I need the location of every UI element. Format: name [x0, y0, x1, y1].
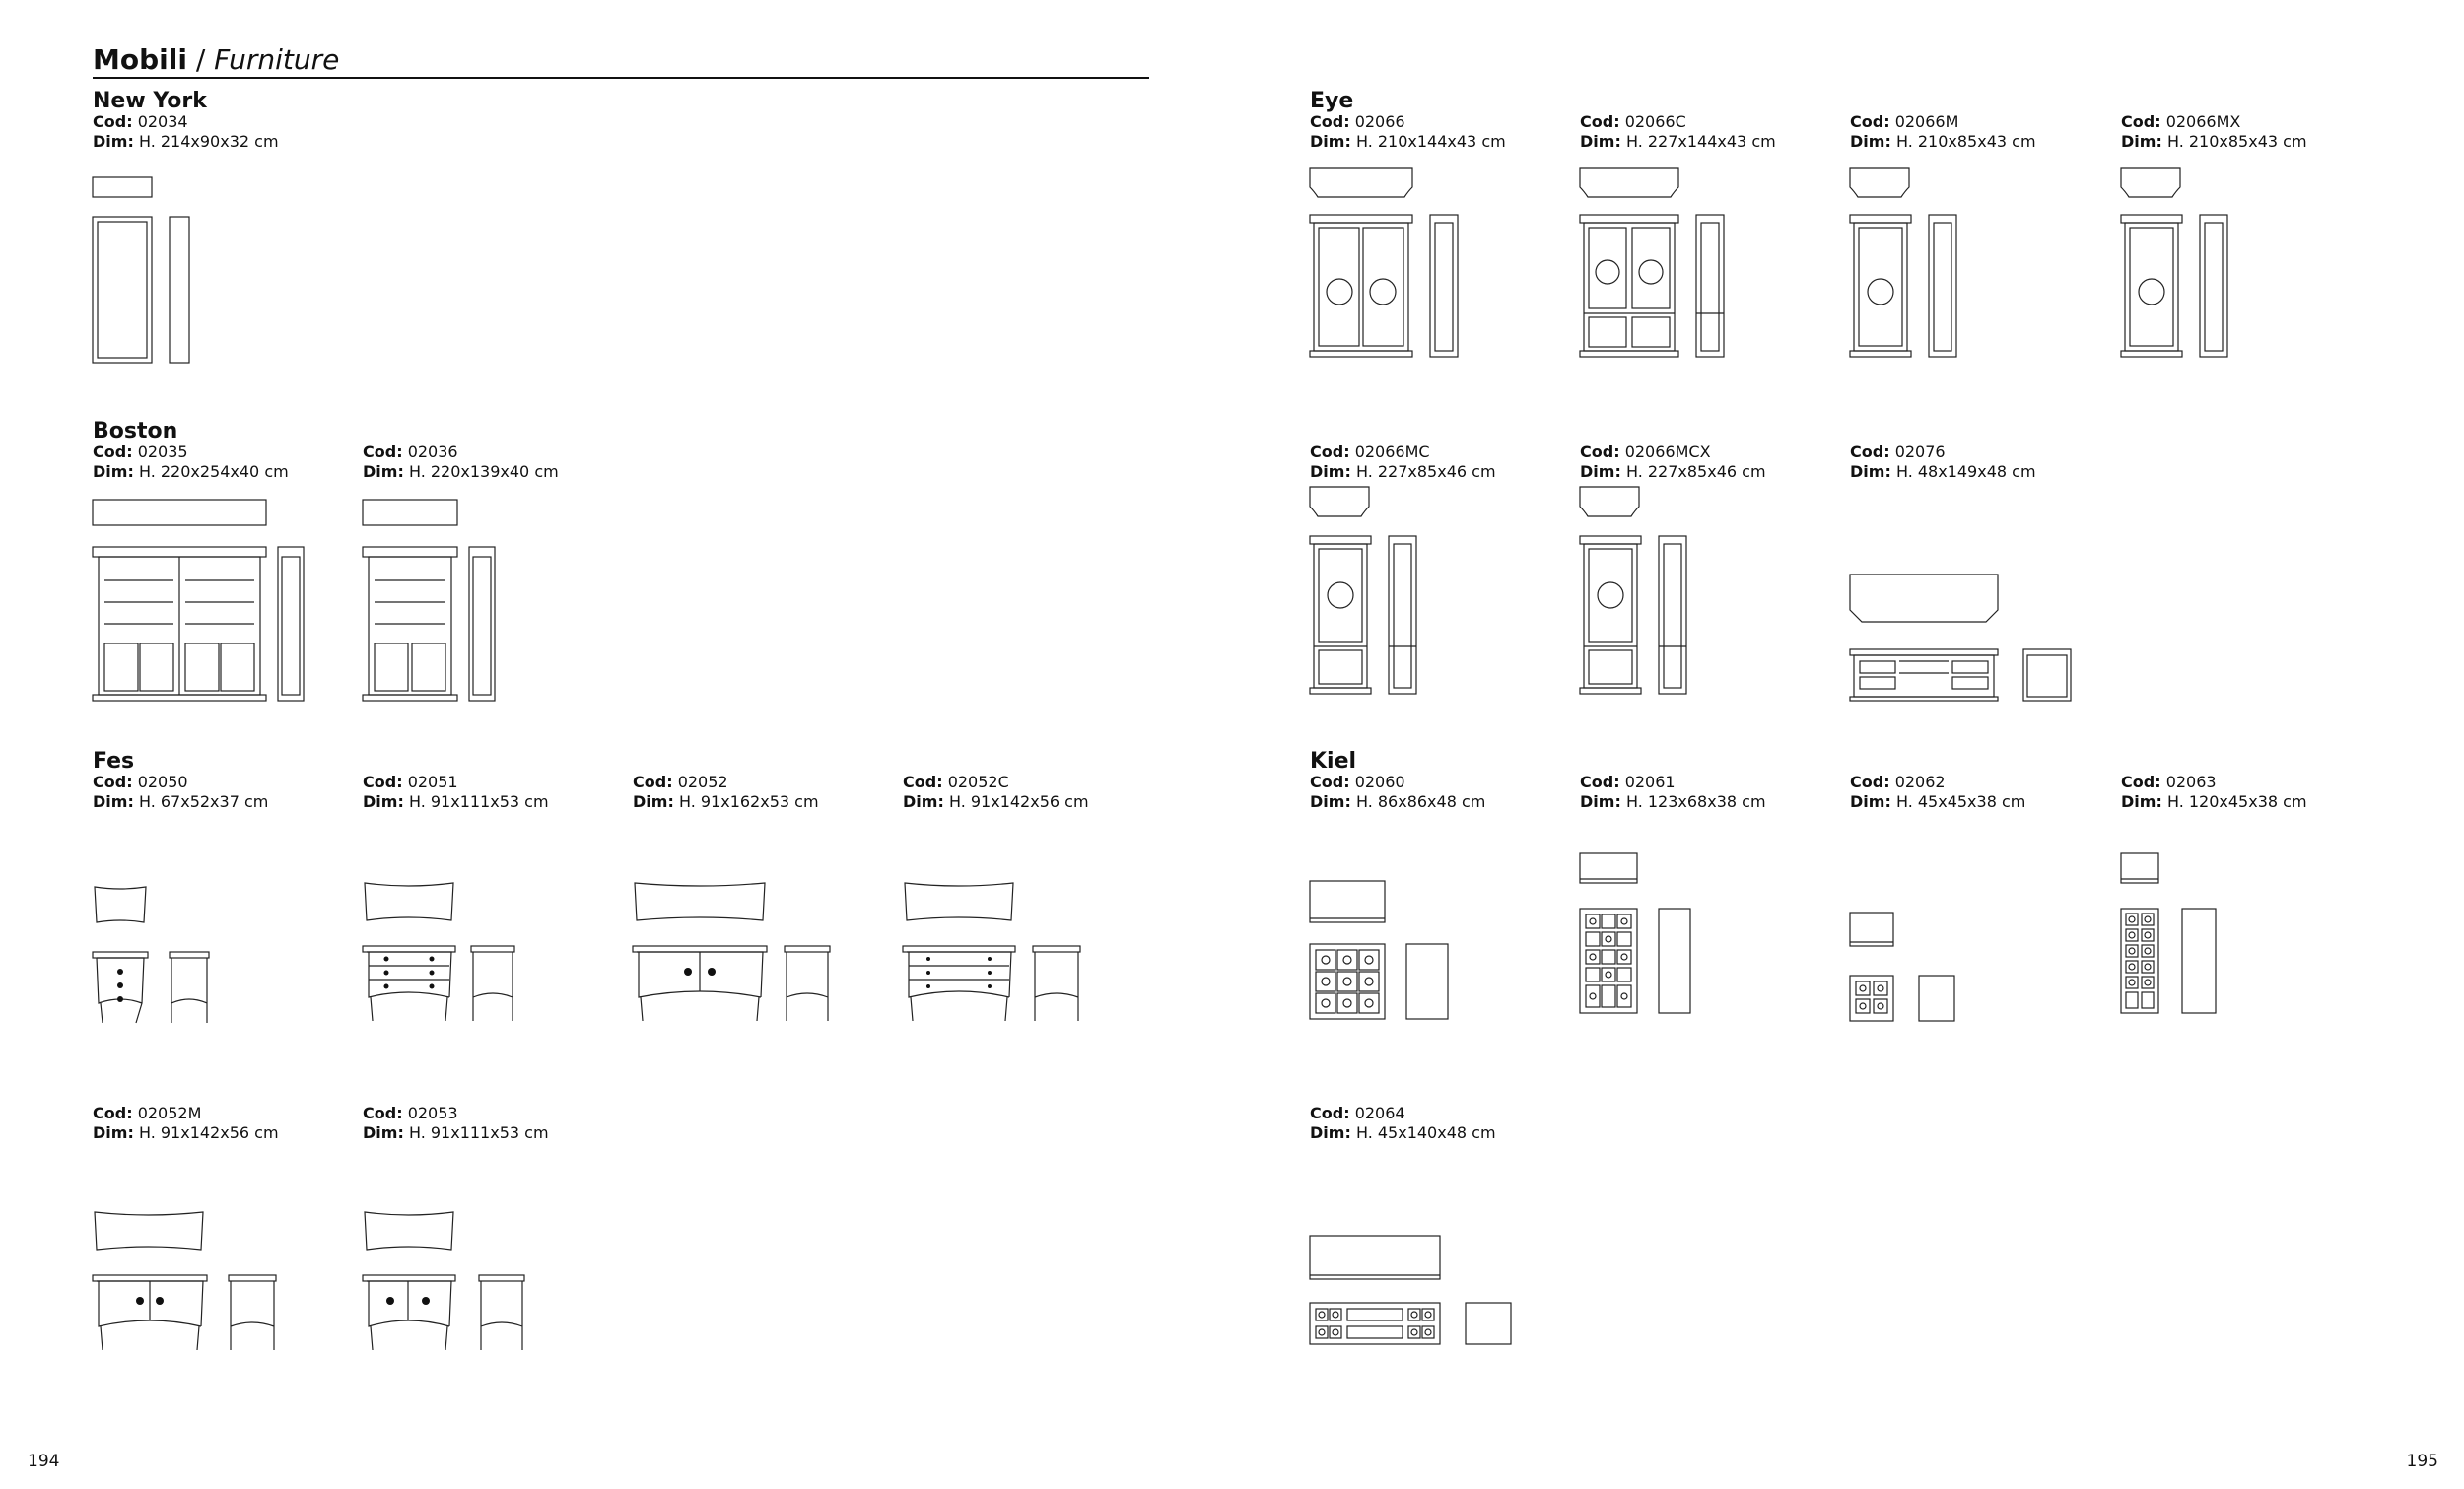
product-code: 02066MX	[2165, 112, 2241, 131]
series-eye: Eye	[1310, 89, 1354, 113]
dim-label: Dim:	[363, 1123, 404, 1142]
cod-label: Cod:	[1310, 442, 1350, 461]
dim-label: Dim:	[93, 132, 134, 151]
cod-label: Cod:	[633, 773, 673, 791]
product-drawing	[633, 881, 840, 1039]
product-drawing	[1850, 168, 1968, 365]
product-drawing	[1310, 168, 1468, 365]
series-new-york: New York	[93, 89, 207, 113]
product-drawing	[363, 881, 530, 1039]
product-02036	[363, 442, 559, 482]
product-drawing	[93, 500, 309, 707]
product-dimensions: H. 210x85x43 cm	[2166, 132, 2307, 151]
cod-label: Cod:	[2121, 112, 2161, 131]
dim-label: Dim:	[93, 462, 134, 481]
product-code: 02062	[1894, 773, 1946, 791]
product-drawing	[1310, 881, 1468, 1049]
product-dimensions: H. 123x68x38 cm	[1625, 792, 1766, 811]
product-code: 02053	[407, 1104, 458, 1122]
product-dimensions: H. 45x140x48 cm	[1355, 1123, 1496, 1142]
dim-label: Dim:	[1310, 132, 1351, 151]
dim-label: Dim:	[1850, 132, 1891, 151]
product-code: 02052C	[947, 773, 1009, 791]
cod-label: Cod:	[1310, 112, 1350, 131]
cod-label: Cod:	[93, 112, 133, 131]
page-number-left: 194	[28, 1452, 60, 1471]
product-drawing	[1850, 913, 1958, 1070]
product-dimensions: H. 67x52x37 cm	[138, 792, 269, 811]
dim-label: Dim:	[633, 792, 674, 811]
product-02062	[1850, 773, 2025, 812]
product-code: 02066C	[1624, 112, 1686, 131]
dim-label: Dim:	[1580, 462, 1621, 481]
dim-label: Dim:	[1580, 792, 1621, 811]
product-02064	[1310, 1104, 1496, 1143]
product-02051	[363, 773, 549, 812]
cod-label: Cod:	[1310, 773, 1350, 791]
product-02066	[1310, 112, 1506, 152]
product-dimensions: H. 227x85x46 cm	[1625, 462, 1766, 481]
cod-label: Cod:	[903, 773, 943, 791]
product-drawing	[363, 500, 501, 707]
product-02066M	[1850, 112, 2036, 152]
page-number-right: 195	[2406, 1452, 2438, 1471]
product-drawing	[1580, 487, 1698, 704]
dim-label: Dim:	[1850, 462, 1891, 481]
product-drawing	[93, 1210, 290, 1368]
product-02066MX	[2121, 112, 2307, 152]
cod-label: Cod:	[363, 1104, 403, 1122]
dim-label: Dim:	[1310, 792, 1351, 811]
title-separator: /	[186, 43, 215, 76]
cod-label: Cod:	[363, 773, 403, 791]
title-bold: Mobili	[93, 43, 187, 76]
product-drawing	[2121, 853, 2239, 1031]
product-drawing	[93, 177, 211, 365]
product-dimensions: H. 120x45x38 cm	[2166, 792, 2307, 811]
cod-label: Cod:	[1850, 112, 1890, 131]
product-02035	[93, 442, 289, 482]
product-dimensions: H. 91x142x56 cm	[948, 792, 1089, 811]
product-code: 02066MCX	[1624, 442, 1711, 461]
product-dimensions: H. 227x144x43 cm	[1625, 132, 1776, 151]
cod-label: Cod:	[1580, 112, 1620, 131]
title-italic: Furniture	[214, 43, 340, 76]
cod-label: Cod:	[1310, 1104, 1350, 1122]
cod-label: Cod:	[1850, 773, 1890, 791]
product-drawing	[363, 1210, 530, 1368]
dim-label: Dim:	[903, 792, 944, 811]
dim-label: Dim:	[1580, 132, 1621, 151]
series-kiel: Kiel	[1310, 749, 1357, 774]
product-dimensions: H. 86x86x48 cm	[1355, 792, 1486, 811]
cod-label: Cod:	[93, 1104, 133, 1122]
product-code: 02036	[407, 442, 458, 461]
product-code: 02052M	[137, 1104, 202, 1122]
product-code: 02066	[1354, 112, 1405, 131]
series-boston: Boston	[93, 419, 178, 443]
product-code: 02064	[1354, 1104, 1405, 1122]
product-code: 02060	[1354, 773, 1405, 791]
page-title	[93, 43, 1149, 79]
product-dimensions: H. 210x144x43 cm	[1355, 132, 1506, 151]
product-02052M	[93, 1104, 279, 1143]
product-02050	[93, 773, 268, 812]
series-fes: Fes	[93, 749, 135, 774]
product-code: 02066MC	[1354, 442, 1430, 461]
product-code: 02076	[1894, 442, 1946, 461]
product-code: 02061	[1624, 773, 1676, 791]
product-dimensions: H. 91x111x53 cm	[408, 1123, 549, 1142]
product-dimensions: H. 227x85x46 cm	[1355, 462, 1496, 481]
cod-label: Cod:	[1580, 773, 1620, 791]
product-02076	[1850, 442, 2036, 482]
dim-label: Dim:	[1310, 1123, 1351, 1142]
product-dimensions: H. 91x111x53 cm	[408, 792, 549, 811]
dim-label: Dim:	[1850, 792, 1891, 811]
product-dimensions: H. 210x85x43 cm	[1895, 132, 2036, 151]
product-02061	[1580, 773, 1766, 812]
cod-label: Cod:	[1580, 442, 1620, 461]
product-code: 02066M	[1894, 112, 1959, 131]
product-code: 02051	[407, 773, 458, 791]
product-02066MCX	[1580, 442, 1766, 482]
dim-label: Dim:	[363, 792, 404, 811]
dim-label: Dim:	[2121, 792, 2162, 811]
dim-label: Dim:	[93, 1123, 134, 1142]
dim-label: Dim:	[93, 792, 134, 811]
product-code: 02052	[677, 773, 728, 791]
product-dimensions: H. 91x142x56 cm	[138, 1123, 279, 1142]
product-02053	[363, 1104, 549, 1143]
product-drawing	[2121, 168, 2239, 365]
product-dimensions: H. 220x254x40 cm	[138, 462, 289, 481]
product-dimensions: H. 48x149x48 cm	[1895, 462, 2036, 481]
product-code: 02063	[2165, 773, 2217, 791]
product-02063	[2121, 773, 2307, 812]
product-code: 02035	[137, 442, 188, 461]
dim-label: Dim:	[2121, 132, 2162, 151]
product-code: 02050	[137, 773, 188, 791]
cod-label: Cod:	[93, 442, 133, 461]
product-drawing	[1580, 853, 1708, 1031]
cod-label: Cod:	[2121, 773, 2161, 791]
product-drawing	[1310, 487, 1428, 704]
product-02052C	[903, 773, 1089, 812]
dim-label: Dim:	[363, 462, 404, 481]
product-02052	[633, 773, 819, 812]
product-02066MC	[1310, 442, 1496, 482]
product-drawing	[1310, 1236, 1527, 1374]
product-02066C	[1580, 112, 1776, 152]
cod-label: Cod:	[363, 442, 403, 461]
product-dimensions: H. 214x90x32 cm	[138, 132, 279, 151]
product-drawing	[903, 881, 1100, 1039]
product-drawing	[1850, 575, 2087, 772]
dim-label: Dim:	[1310, 462, 1351, 481]
product-02060	[1310, 773, 1485, 812]
product-dimensions: H. 91x162x53 cm	[678, 792, 819, 811]
product-drawing	[93, 885, 221, 1043]
cod-label: Cod:	[1850, 442, 1890, 461]
product-code: 02034	[137, 112, 188, 131]
cod-label: Cod:	[93, 773, 133, 791]
product-dimensions: H. 45x45x38 cm	[1895, 792, 2026, 811]
product-dimensions: H. 220x139x40 cm	[408, 462, 559, 481]
product-drawing	[1580, 168, 1738, 365]
product-02034	[93, 112, 279, 152]
